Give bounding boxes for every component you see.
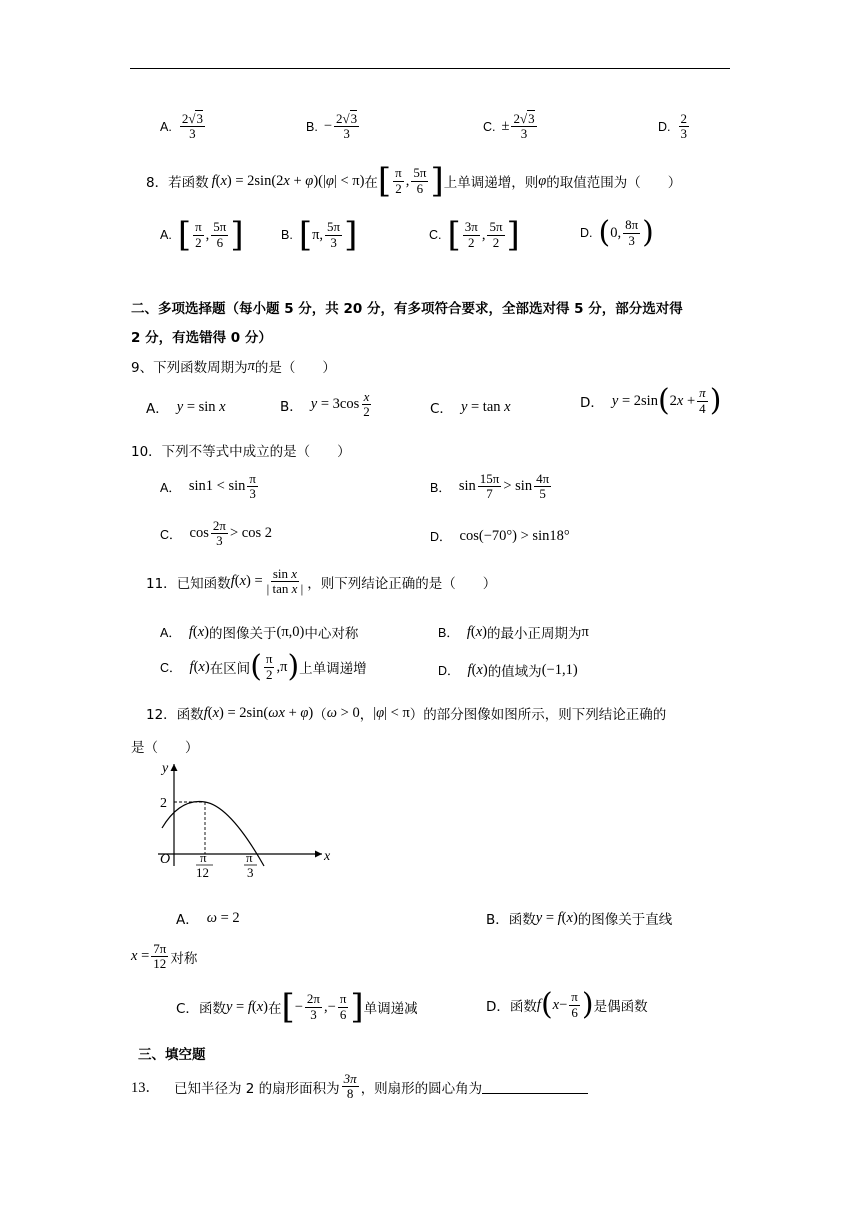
q12-text: ）的部分图像如图所示，则下列结论正确的 xyxy=(409,707,667,723)
option-label: C． xyxy=(160,527,182,542)
q8-number: 8． xyxy=(146,175,169,191)
denominator: 3 xyxy=(680,126,687,142)
q12-option-b-line-2: x = $\frac{7\pi}{12}$ 对称 xyxy=(131,941,198,972)
q10-option-c: C． cos $\frac{2\pi}{3}$ > cos 2 xyxy=(160,518,272,549)
q12-option-a: A． ω = 2 xyxy=(176,909,240,928)
q7-option-d xyxy=(658,112,691,142)
option-label: A． xyxy=(160,480,181,495)
q13-text-1: 已知半径为 2 的扇形面积为 xyxy=(174,1080,340,1097)
q13-stem xyxy=(131,1072,588,1102)
option-label: D． xyxy=(580,395,604,411)
q11-option-b: B． f(x) 的最小正周期为 π xyxy=(438,623,589,642)
q8-option-b: B. [ π, $\frac{5\pi}{3}$ ] xyxy=(281,215,358,255)
option-label: C. xyxy=(429,228,442,242)
q12-option-b: B． 函数 y = f(x) 的图像关于直线 xyxy=(486,909,673,928)
x-axis-label: x xyxy=(324,849,331,864)
option-text: 在区间 xyxy=(209,661,251,677)
q8-option-d: D. ( 0, $\frac{8\pi}{3}$ ) xyxy=(580,215,654,250)
q12-text: ， xyxy=(359,707,374,723)
q11-option-a: A． f(x) 的图像关于 (π,0) 中心对称 xyxy=(160,623,359,642)
q8-text-1: 若函数 xyxy=(168,175,209,191)
option-label: B． xyxy=(430,480,451,495)
origin-label: O xyxy=(160,852,171,867)
option-text: 是偶函数 xyxy=(593,999,648,1015)
numerator: 3π xyxy=(343,1071,357,1086)
q12-text: （ xyxy=(313,707,327,723)
q9-text-end: 的是（ ） xyxy=(254,360,336,376)
section-3-heading: 三、填空题 xyxy=(138,1047,206,1063)
option-label: D. xyxy=(658,119,671,134)
q12-stem: 12． 函数 f(x) = 2sin(ωx + φ) （ ω > 0 ， |φ| < π ）的部分图像如图所示，则下列结论正确的 xyxy=(146,704,667,723)
q10-option-b: B． sin $\frac{15\pi}{7}$ > sin $\frac{4\pi}{5}$ xyxy=(430,471,550,502)
q7-option-a xyxy=(160,112,207,142)
option-label: D． xyxy=(438,664,460,678)
q9-option-a: A． y = sin x xyxy=(146,398,226,417)
q11-number: 11． xyxy=(146,575,177,592)
option-text: 中心对称 xyxy=(304,626,359,642)
q11-option-c: C． f(x) 在区间 ( $\frac{\pi}{2}$ ,π ) 上单调递增 xyxy=(160,649,367,684)
answer-blank[interactable] xyxy=(482,1079,588,1094)
q11-text-1: 已知函数 xyxy=(176,575,231,592)
fraction: $\frac{\pi}{2}$ xyxy=(395,165,402,196)
q9-option-c: C． y = tan x xyxy=(430,398,511,417)
option-text: 的最小正周期为 xyxy=(487,626,582,642)
q8-function: f(x) = 2sin(2x + φ)(|φ| < π) xyxy=(211,172,365,189)
x-tick-2-denominator: 3 xyxy=(247,865,254,878)
q12-stem-line-2: 是（ ） xyxy=(131,740,199,756)
numerator: 2 xyxy=(680,111,687,126)
option-label: A． xyxy=(146,401,169,417)
header-rule xyxy=(130,68,730,69)
q8-text-3: 上单调递增，则 xyxy=(443,175,539,191)
numerator: 2√3 xyxy=(181,111,203,126)
option-text: 对称 xyxy=(170,950,198,967)
option-text: 函数 xyxy=(508,912,536,928)
q11-option-d: D． f(x) 的值域为 (−1,1) xyxy=(438,661,578,680)
q11-text-2: ，则下列结论正确的是（ ） xyxy=(307,575,497,592)
denominator: 3 xyxy=(343,126,350,142)
phi-symbol: φ xyxy=(538,172,547,189)
section-2-heading-line-1: 二、多项选择题（每小题 5 分，共 20 分，有多项符合要求，全部选对得 5 分，部分选对得 xyxy=(131,301,683,317)
option-label: C． xyxy=(430,401,453,417)
x-tick-1-numerator: π xyxy=(200,850,207,865)
sign: − xyxy=(323,118,332,135)
q7-option-b xyxy=(306,112,361,142)
option-text: 函数 xyxy=(198,1001,226,1017)
q8-stem: 8． 若函数 f(x) = 2sin(2x + φ)(|φ| < π) 在 [ $\frac{\pi}{2}$ , $\frac{5\pi}{6}$ ] 上单调递增，则 φ 的取值范围为（ ） xyxy=(146,161,682,201)
q10-option-a: A． sin1 < sin $\frac{\pi}{3}$ xyxy=(160,471,256,502)
fraction xyxy=(180,112,205,142)
q12-text: 函数 xyxy=(176,707,204,723)
option-label: B． xyxy=(280,398,303,415)
q13-text-2: ，则扇形的圆心角为 xyxy=(360,1080,483,1097)
fraction: $\frac{5\pi}{6}$ xyxy=(413,165,427,196)
y-axis-label: y xyxy=(162,761,169,776)
q9-stem xyxy=(131,356,336,376)
fraction xyxy=(334,112,359,142)
option-label: C. xyxy=(483,119,496,134)
q13-number: 13． xyxy=(131,1080,160,1097)
q8-text-2: 在 xyxy=(364,175,378,191)
left-bracket: [ xyxy=(377,161,392,201)
option-text: 在 xyxy=(267,1001,282,1017)
q12-option-c: C． 函数 y = f(x) 在 [ − $\frac{2\pi}{3}$ ,− $\frac{\pi}{6}$ ] 单调递减 xyxy=(176,987,418,1027)
option-label: D． xyxy=(486,999,510,1015)
option-label: A. xyxy=(160,228,172,242)
q8-option-c: C. [ $\frac{3\pi}{2}$ , $\frac{5\pi}{2}$ ] xyxy=(429,215,520,255)
option-text: 的图像关于直线 xyxy=(577,912,673,928)
q12-graph xyxy=(150,758,350,878)
option-label: A. xyxy=(160,119,172,134)
sign: ± xyxy=(501,118,510,135)
option-text: 上单调递增 xyxy=(299,661,367,677)
option-label: C． xyxy=(160,661,182,675)
option-label: D. xyxy=(580,226,593,240)
numerator: 2√3 xyxy=(513,111,535,126)
q8-text-4: 的取值范围为（ ） xyxy=(546,175,682,191)
q9-text: 9、下列函数周期为 xyxy=(131,360,248,376)
q8-option-a: A. [ $\frac{\pi}{2}$ , $\frac{5\pi}{6}$ ] xyxy=(160,215,244,255)
option-text: 函数 xyxy=(509,999,537,1015)
option-label: B． xyxy=(438,626,459,640)
fraction xyxy=(511,112,536,142)
pi-symbol: π xyxy=(247,357,255,374)
q9-option-d: D． y = 2sin ( 2x + $\frac{\pi}{4}$ ) xyxy=(580,383,722,418)
option-label: D． xyxy=(430,530,452,544)
option-label: A． xyxy=(176,912,199,928)
numerator: 2√3 xyxy=(336,111,358,126)
q9-option-b: B． y = 3cos $\frac{x}{2}$ xyxy=(280,389,370,420)
y-tick-label: 2 xyxy=(160,796,167,811)
option-label: B． xyxy=(486,912,509,928)
option-text: 的值域为 xyxy=(487,664,542,680)
option-label: C． xyxy=(176,1001,199,1017)
q11-stem: 11． 已知函数 f(x) = $\frac{\text{sin x}}{\text{| tan x |}}$ ，则下列结论正确的是（ ） xyxy=(146,566,497,597)
option-text: 单调递减 xyxy=(363,1001,418,1017)
x-tick-1-denominator: 12 xyxy=(196,865,209,878)
denominator: 8 xyxy=(346,1086,354,1102)
right-bracket: ] xyxy=(430,161,444,201)
q10-option-d: D． cos(−70°) > sin18° xyxy=(430,527,570,544)
q10-stem: 10．下列不等式中成立的是（ ） xyxy=(131,444,351,460)
q12-number: 12． xyxy=(146,707,177,723)
denominator: 3 xyxy=(520,126,528,142)
option-text: 的图像关于 xyxy=(209,626,277,642)
fraction xyxy=(342,1072,359,1102)
fraction xyxy=(679,112,690,142)
section-2-heading-line-2: 2 分，有选错得 0 分） xyxy=(131,330,272,346)
q12-option-d: D． 函数 f ( x − $\frac{\pi}{6}$ ) 是偶函数 xyxy=(486,987,648,1022)
option-label: B. xyxy=(306,119,318,134)
option-label: A． xyxy=(160,626,181,640)
x-tick-2-numerator: π xyxy=(246,850,253,865)
option-label: B. xyxy=(281,228,293,242)
q7-option-c xyxy=(483,112,539,142)
denominator: 3 xyxy=(189,126,196,142)
